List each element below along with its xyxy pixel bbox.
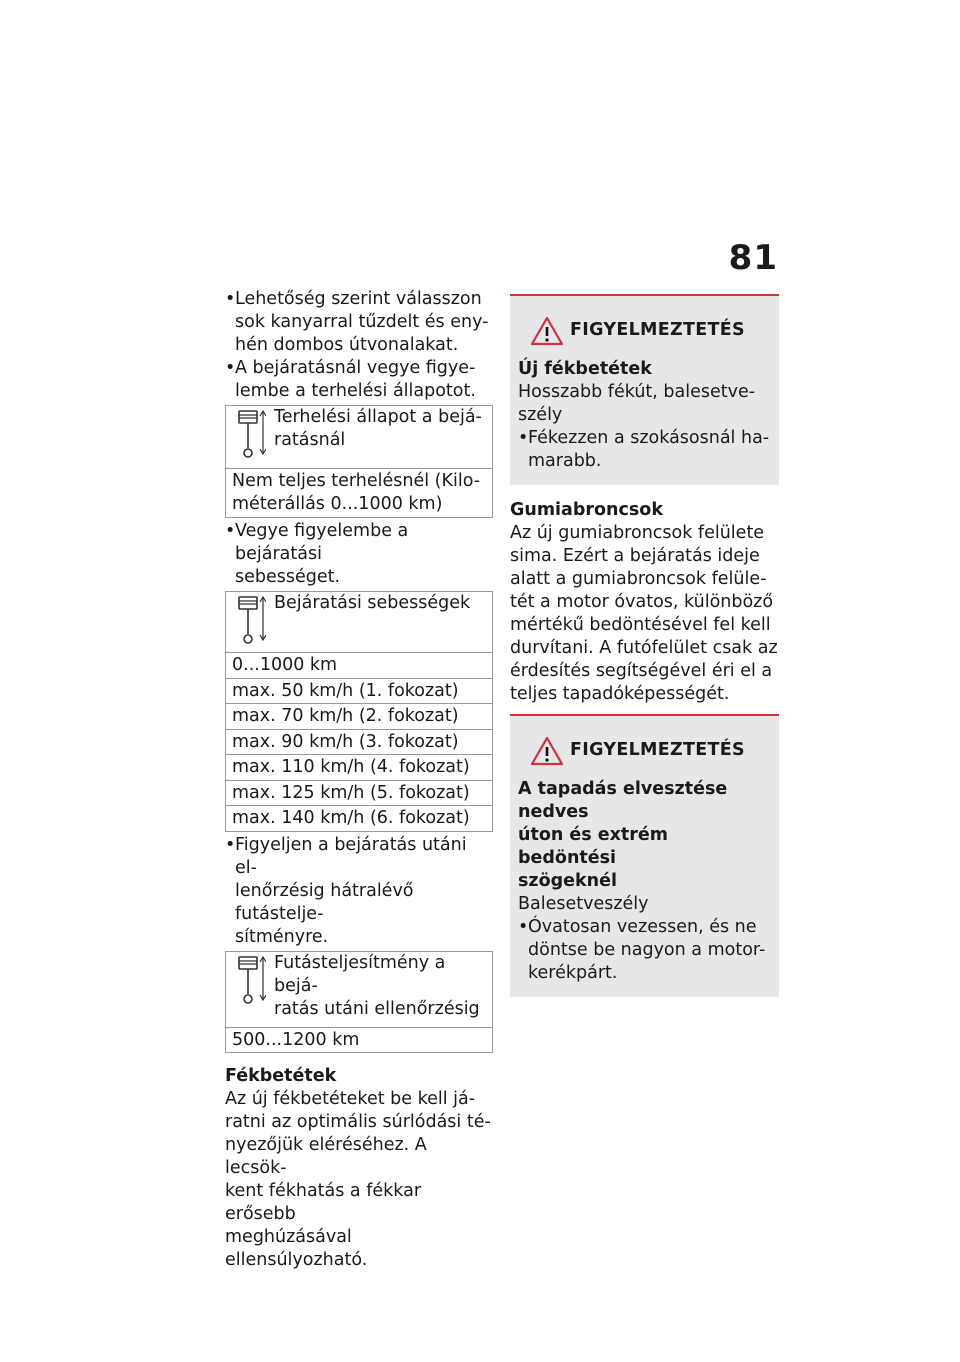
table-header: Futásteljesítmény a bejá- ratás utáni ellenőrzésig	[226, 952, 492, 1028]
bullet-choose-route: • Lehetőség szerint válasszon sok kanyarral tűzdelt és eny- hén dombos útvonalakat.	[225, 288, 493, 357]
warning-box-traction	[510, 714, 779, 997]
bullet-speed: • Vegye figyelembe a bejáratási sebességet.	[225, 520, 493, 589]
piston-icon	[236, 954, 266, 1006]
warning-box-brake-pads	[510, 294, 779, 485]
warning-text: Hosszabb fékút, balesetve- szély	[518, 382, 756, 425]
piston-icon	[236, 594, 266, 646]
bullet-load-state: • A bejáratásnál vegye figye- lembe a terhelési állapotot.	[225, 357, 493, 403]
warning-heading: Új fékbetétek	[518, 359, 652, 379]
section-heading-brake-pads: Fékbetétek	[225, 1066, 337, 1086]
table-header: Terhelési állapot a bejá- ratásnál	[226, 406, 492, 469]
warning-triangle-icon	[530, 736, 564, 766]
section-heading-tires: Gumiabroncsok	[510, 500, 663, 520]
table-row: max. 110 km/h (4. fokozat)	[226, 755, 492, 781]
load-state-table	[225, 405, 493, 518]
mileage-table	[225, 951, 493, 1054]
brake-pads-text: Az új fékbetéteket be kell já- ratni az optimális súrlódási té- nyezőjük eléréséhez. A lecsök- kent fékhatás a fékkar erősebb meghúzásával ellensúlyozható.	[225, 1089, 491, 1270]
table-row: 0...1000 km	[226, 653, 492, 679]
table-row: max. 90 km/h (3. fokozat)	[226, 730, 492, 756]
table-row: Nem teljes terhelésnél (Kilo- méterállás 0...1000 km)	[232, 471, 481, 514]
tires-text: Az új gumiabroncsok felülete sima. Ezért a bejáratás ideje alatt a gumiabroncsok felüle- tét a motor óvatos, különböző mértékű bedöntésével fel kell durvítani. A futófelület csak az érdesítés segítségével éri el a teljes tapadóképességét.	[510, 523, 778, 704]
page-number: 81	[728, 238, 778, 278]
table-header: Bejáratási sebességek	[226, 592, 492, 653]
warning-bullet: • Fékezzen a szokásosnál ha- marabb.	[518, 427, 771, 473]
right-column	[510, 294, 779, 997]
warning-bullet: • Óvatosan vezessen, és ne döntse be nagyon a motor- kerékpárt.	[518, 916, 771, 985]
warning-heading: A tapadás elvesztése nedves úton és extrém bedöntési szögeknél	[518, 779, 728, 891]
table-row: max. 140 km/h (6. fokozat)	[232, 808, 470, 828]
table-row: max. 125 km/h (5. fokozat)	[226, 781, 492, 807]
table-row: max. 50 km/h (1. fokozat)	[226, 679, 492, 705]
piston-icon	[236, 408, 266, 460]
left-column	[225, 288, 493, 1272]
warning-title: FIGYELMEZTETÉS	[570, 740, 745, 760]
table-row: 500...1200 km	[232, 1029, 360, 1050]
table-row: max. 70 km/h (2. fokozat)	[226, 704, 492, 730]
warning-title: FIGYELMEZTETÉS	[570, 320, 745, 340]
warning-triangle-icon	[530, 316, 564, 346]
warning-text: Balesetveszély	[518, 894, 649, 914]
speed-table	[225, 591, 493, 832]
bullet-mileage: • Figyeljen a bejáratás utáni el- lenőrzésig hátralévő futástelje- sítményre.	[225, 834, 493, 949]
